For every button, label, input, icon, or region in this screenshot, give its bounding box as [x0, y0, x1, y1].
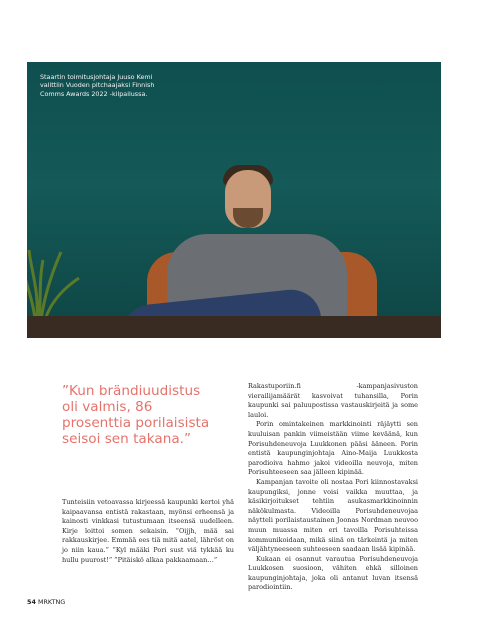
paragraph: Rakastuporiin.fi -kampanjasivuston vierailijamäärät kasvoivat tuhansilla, Porin kaupunki sai paluupostissa vastauskirjeitä ja some lauloi. [248, 382, 418, 419]
paragraph: Porin omintakeinen markkinointi räjäytti sen kuuluisan pankin viimeistään viime keväänä, kun Porisuhdeneuvoja Luukkonen pääsi ääneen. Porin entistä kaupunginjohtaja Aino-Maija Luukkosta parodioiva hahmo jakoi videoilla neuvoja, miten Porisuhteeseen saa jälleen kipinää. [248, 420, 418, 477]
photo-caption: Staartin toimitusjohtaja Juuso Kemi valittiin Vuoden pitchaajaksi Finnish Comms Awards 2022 -kilpailussa. [40, 73, 155, 98]
section-name: MRKTNG [37, 598, 66, 606]
paragraph: Tunteisiin vetoavassa kirjeessä kaupunki kertoi yhä kaipaavansa entistä rakastaan, myönsi erheensä ja kainosti vinkkasi tutustumaan itseensä uudelleen. Kirje loittoi somen sekaisin. ”Oijjh, mää sai rakkauskirjee. Emmää ees tiä mitä aatel, lähröst on jo niin kaua.” ”Kyl määki Pori sust viä tykkää ku hullu puurost!” ”Pitäiskö alkaa pakkaamaan…” [62, 498, 234, 564]
plant-graphic [27, 230, 87, 320]
page-folio [27, 598, 65, 606]
article-column-2 [248, 382, 418, 593]
paragraph: Kukaan ei osannut varautua Porisuhdeneuvoja Luukkosen suosioon, vähiten ehkä silloinen kaupunginjohtaja, joka oli antanut luvan itsensä parodiointiin. [248, 554, 418, 592]
hero-photo [27, 62, 441, 338]
floor-graphic [27, 316, 441, 338]
article-column-1 [62, 498, 234, 565]
pull-quote: ”Kun brändiuudistus oli valmis, 86 prosenttia porilaisista seisoi sen takana.” [62, 383, 210, 447]
paragraph: Kampanjan tavoite oli nostaa Pori kiinnostavaksi kaupungiksi, jonne voisi vaikka muuttaa, ja käsikirjoitukset tehtiin asukasmarkkinoinnin näkökulmasta. Videoilla Porisuhdeneuvojaa näytteli porilaistaustainen Joonas Nordman neuvoo muun muassa miten eri tavoilla Porisuhteissa kommunikoidaan, mikä siinä on tärkeintä ja miten väljähtyneeseen suhteeseen saadaan lisää kipinää. [248, 477, 418, 554]
page-number: 54 [27, 598, 36, 606]
